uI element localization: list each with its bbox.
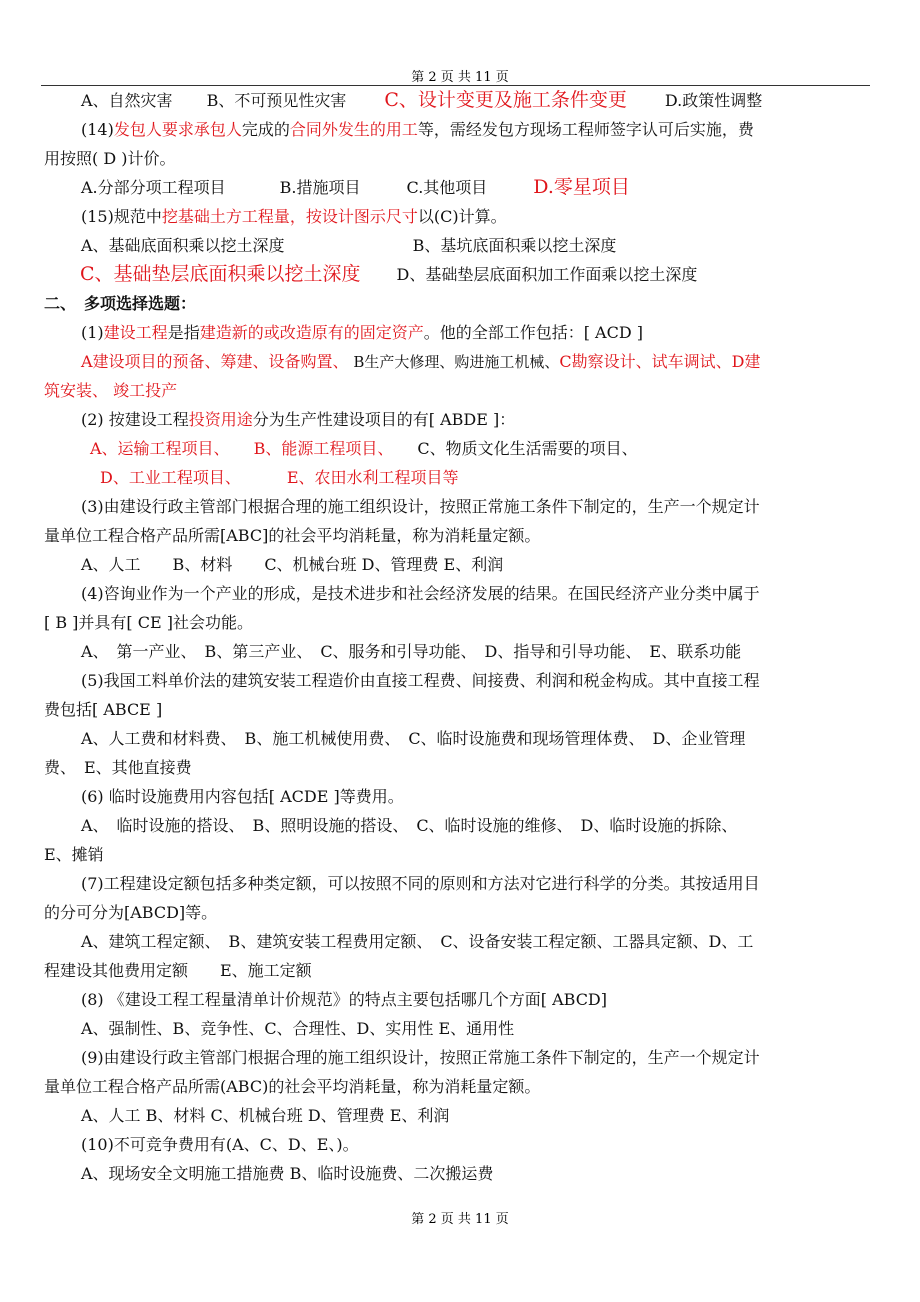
q15-options-cd xyxy=(44,260,870,289)
q13-options xyxy=(44,86,870,115)
m4-stem-cont: [ B ]并具有[ CE ]社会功能。 xyxy=(44,613,253,632)
m5-stem-cont: 费包括[ ABCE ] xyxy=(44,700,163,719)
m7-stem: (7)工程建设定额包括多种类定额，可以按照不同的原则和方法对它进行科学的分类。其按适用目 xyxy=(81,874,760,893)
m1-options xyxy=(44,347,870,376)
m4-stem: (4)咨询业作为一个产业的形成，是技术进步和社会经济发展的结果。在国民经济产业分类中属于 xyxy=(81,584,760,603)
q15-option-b: B、基坑底面积乘以挖土深度 xyxy=(412,236,617,255)
q14-highlight-1: 发包人要求承包人 xyxy=(113,120,242,139)
page-footer: 第 2 页 共 11 页 xyxy=(411,1212,509,1227)
m1-option-a: A建设项目的预备、筹建、设备购置、 xyxy=(81,352,349,371)
m4-options: A、 第一产业、 B、第三产业、 C、服务和引导功能、 D、指导和引导功能、 E、联系功能 xyxy=(81,642,742,661)
m5-options-cont: 费、 E、其他直接费 xyxy=(44,758,192,777)
m7-stem-cont: 的分可分为[ABCD]等。 xyxy=(44,903,218,922)
m2-options-abc xyxy=(44,434,870,463)
page-header: 第 2 页 共 11 页 xyxy=(411,70,509,85)
m7-options: A、建筑工程定额、 B、建筑安装工程费用定额、 C、设备安装工程定额、工器具定额、D、工 xyxy=(81,932,754,951)
q15-option-a: A、基础底面积乘以挖土深度 xyxy=(81,236,285,255)
m8-stem: (8) 《建设工程工程量清单计价规范》的特点主要包括哪几个方面[ ABCD] xyxy=(81,990,608,1009)
q14-number: (14) xyxy=(81,120,114,139)
q14-stem xyxy=(44,115,870,144)
m7-options-cont: 程建设其他费用定额 E、施工定额 xyxy=(44,961,312,980)
m6-options: A、 临时设施的搭设、 B、照明设施的搭设、 C、临时设施的维修、 D、临时设施的拆除、 xyxy=(81,816,738,835)
m2-option-e: E、农田水利工程项目等 xyxy=(286,468,459,487)
m1-text-2: 。他的全部工作包括：[ ACD ] xyxy=(423,323,644,342)
m9-options: A、人工 B、材料 C、机械台班 D、管理费 E、利润 xyxy=(81,1106,450,1125)
q14-option-c: C.其他项目 xyxy=(406,178,488,197)
m5-options: A、人工费和材料费、 B、施工机械使用费、 C、临时设施费和现场管理体费、 D、企业管理 xyxy=(81,729,746,748)
m1-options-cont: 筑安装、 竣工投产 xyxy=(44,381,178,400)
m2-highlight: 投资用途 xyxy=(188,410,253,429)
q14-highlight-2: 合同外发生的用工 xyxy=(289,120,418,139)
q14-stem-cont: 用按照( D )计价。 xyxy=(44,149,176,168)
q15-text-1: (15)规范中 xyxy=(81,207,162,226)
q14-option-d: D.零星项目 xyxy=(533,176,630,198)
m9-stem: (9)由建设行政主管部门根据合理的施工组织设计，按照正常施工条件下制定的，生产一个规定计 xyxy=(81,1048,760,1067)
m9-stem-cont: 量单位工程合格产品所需(ABC)的社会平均消耗量，称为消耗量定额。 xyxy=(44,1077,541,1096)
m2-option-c: C、物质文化生活需要的项目、 xyxy=(417,439,638,458)
q14-text-1: 完成的 xyxy=(241,120,290,139)
m1-text-1: 是指 xyxy=(167,323,200,342)
m3-options: A、人工 B、材料 C、机械台班 D、管理费 E、利润 xyxy=(81,555,504,574)
m2-option-d: D、工业工程项目、 xyxy=(100,468,241,487)
q14-option-a: A.分部分项工程项目 xyxy=(81,178,226,197)
q13-option-a: A、自然灾害 xyxy=(81,91,173,110)
m10-options: A、现场安全文明施工措施费 B、临时设施费、二次搬运费 xyxy=(81,1164,494,1183)
q13-option-d: D.政策性调整 xyxy=(664,91,763,110)
q14-option-b: B.措施项目 xyxy=(279,178,361,197)
m2-stem xyxy=(44,405,870,434)
m1-option-b: B生产大修理、购进施工机械、 xyxy=(348,353,560,371)
q13-option-b: B、不可预见性灾害 xyxy=(206,91,347,110)
m1-number: (1) xyxy=(81,323,104,342)
q15-options-ab xyxy=(44,231,870,260)
m1-highlight-2: 建造新的或改造原有的固定资产 xyxy=(199,323,424,342)
q14-text-2: 等，需经发包方现场工程师签字认可后实施，费 xyxy=(417,120,754,139)
m6-options-cont: E、摊销 xyxy=(44,845,104,864)
q15-text-2: 以(C)计算。 xyxy=(417,207,507,226)
q15-highlight: 挖基础土方工程量，按设计图示尺寸 xyxy=(161,207,418,226)
m6-stem: (6) 临时设施费用内容包括[ ACDE ]等费用。 xyxy=(81,787,404,806)
section-title: 二、 多项选择选题： xyxy=(44,294,197,313)
m2-option-a: A、运输工程项目、 xyxy=(90,439,230,458)
q15-stem xyxy=(44,202,870,231)
m1-highlight-1: 建设工程 xyxy=(103,323,168,342)
q13-option-c: C、设计变更及施工条件变更 xyxy=(384,89,627,111)
m2-options-de xyxy=(44,463,870,492)
m2-option-b: B、能源工程项目、 xyxy=(253,439,394,458)
q15-option-d: D、基础垫层底面积加工作面乘以挖土深度 xyxy=(396,265,698,284)
q14-options xyxy=(44,173,870,202)
m10-stem: (10)不可竞争费用有(A、C、D、E、)。 xyxy=(81,1135,359,1154)
m5-stem: (5)我国工料单价法的建筑安装工程造价由直接工程费、间接费、利润和税金构成。其中直接工程 xyxy=(81,671,760,690)
q15-option-c: C、基础垫层底面积乘以挖土深度 xyxy=(80,263,361,285)
document-body xyxy=(44,86,870,1188)
m8-options: A、强制性、B、竞争性、C、合理性、D、实用性 E、通用性 xyxy=(81,1019,515,1038)
m3-stem: (3)由建设行政主管部门根据合理的施工组织设计，按照正常施工条件下制定的，生产一个规定计 xyxy=(81,497,760,516)
m1-option-cd: C勘察设计、试车调试、D建 xyxy=(559,352,761,371)
m3-stem-cont: 量单位工程合格产品所需[ABC]的社会平均消耗量，称为消耗量定额。 xyxy=(44,526,541,545)
m1-stem xyxy=(44,318,870,347)
m2-text-2: 分为生产性建设项目的有[ ABDE ]： xyxy=(252,410,516,429)
m2-text-1: (2) 按建设工程 xyxy=(81,410,189,429)
